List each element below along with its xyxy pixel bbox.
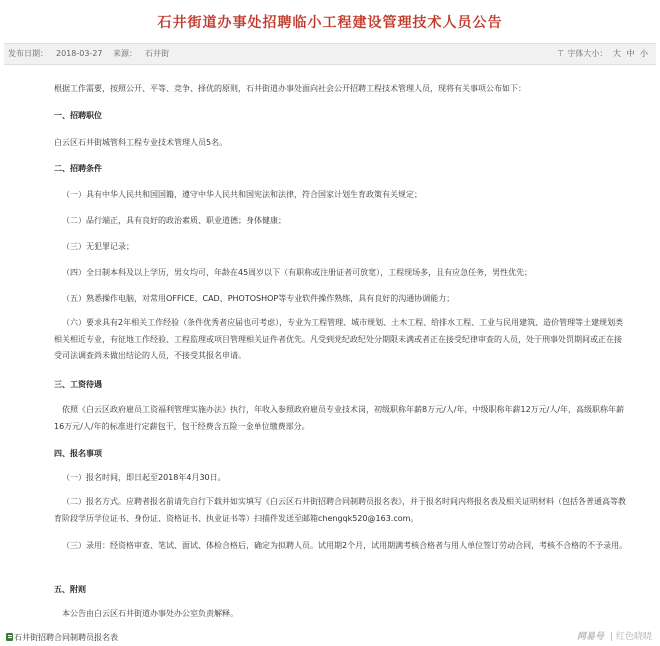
section-1-heading: 一、招聘职位	[54, 111, 102, 120]
section-3-heading: 三、工资待遇	[54, 380, 102, 389]
section-2-item-5: （五）熟悉操作电脑，对常用OFFICE、CAD、PHOTOSHOP等专业软件操作熟练，具有良好的沟通协调能力；	[62, 294, 455, 303]
section-2-item-2: （二）品行端正，具有良好的政治素质、职业道德；身体健康；	[62, 216, 286, 225]
font-large-button[interactable]: 大	[612, 49, 621, 58]
source-value: 石井街	[145, 49, 170, 58]
font-size-icon: ⊤	[557, 49, 565, 58]
meta-info	[8, 44, 177, 64]
font-size-control	[554, 44, 648, 64]
font-size-label: 字体大小：	[567, 49, 608, 58]
intro-paragraph: 根据工作需要，按照公开、平等、竞争、择优的原则，石井街道办事处面向社会公开招聘工程技术管理人员，现将有关事项公布如下：	[54, 84, 526, 93]
section-2-item-4: （四）全日制本科及以上学历，男女均可，年龄在45周岁以下（有职称或注册证者可放宽），工程现场多，且有应急任务，男性优先；	[62, 268, 533, 277]
section-4-heading: 四、报名事项	[54, 449, 102, 458]
font-small-button[interactable]: 小	[640, 49, 648, 58]
watermark-separator: |	[610, 632, 614, 642]
font-medium-button[interactable]: 中	[626, 49, 635, 58]
section-1-paragraph: 白云区石井街城管科工程专业技术管理人员5名。	[54, 138, 228, 147]
section-4-item-2: （二）报名方式。应聘者报名前请先自行下载并如实填写《白云区石井街招聘合同制聘员报名表》，并于报名时间内将报名表及相关证明材料（包括各普通高等教育阶段学历学位证书、身份证、资格证书、执业证书等）扫描件发送至邮箱chengqk520@163.com。	[54, 497, 626, 523]
section-2-item-1: （一）具有中华人民共和国国籍，遵守中华人民共和国宪法和法律，符合国家计划生育政策有关规定；	[62, 190, 422, 199]
source-label: 来源：	[113, 49, 138, 58]
section-2-item-3: （三）无犯罪记录；	[62, 242, 134, 251]
article-title: 石井街道办事处招聘临小工程建设管理技术人员公告	[157, 15, 503, 31]
watermark	[577, 629, 652, 642]
publish-date-label: 发布日期：	[8, 49, 48, 58]
watermark-author: 红色晓晓	[615, 632, 652, 642]
attachment-link[interactable]	[6, 632, 118, 643]
excel-file-icon	[6, 633, 13, 641]
publish-date: 2018-03-27	[56, 49, 103, 58]
section-4-item-1: （一）报名时间，即日起至2018年4月30日。	[62, 473, 226, 482]
attachment-label: 石井街招聘合同制聘员报名表	[14, 633, 118, 642]
meta-bar	[4, 43, 656, 65]
section-5-paragraph: 本公告由白云区石井街道办事处办公室负责解释。	[62, 609, 238, 618]
section-5-heading: 五、附则	[54, 585, 86, 594]
section-2-heading: 二、招聘条件	[54, 164, 102, 173]
section-3-paragraph: 依照《白云区政府雇员工资福利管理实施办法》执行，年收入参照政府雇员专业技术岗，初级职称年薪8万元/人/年，中级职称年薪12万元/人/年，高级职称年薪16万元/人/年的标准进行定薪包干，包干经费含五险一金单位缴费部分。	[54, 405, 625, 431]
section-2-item-6: （六）要求具有2年相关工作经验（条件优秀者应届也可考虑），专业为工程管理、城市规划、土木工程、给排水工程、工业与民用建筑、造价管理等土建规划类相关相近专业，有征地工作经验、工程监理或项目管理相关证件者优先。凡受到党纪政纪处分期限未满或者正在接受纪律审查的人员，处于刑事处罚期间或正在接受司法调查尚未做出结论的人员，不接受其报名申请。	[54, 318, 624, 360]
watermark-brand: 网易号	[577, 632, 605, 642]
section-4-item-3: （三）录用：经资格审查、笔试、面试、体检合格后，确定为拟聘人员。试用期2个月，试用期满考核合格者与用人单位签订劳动合同，考核不合格的不予录用。	[62, 541, 628, 550]
